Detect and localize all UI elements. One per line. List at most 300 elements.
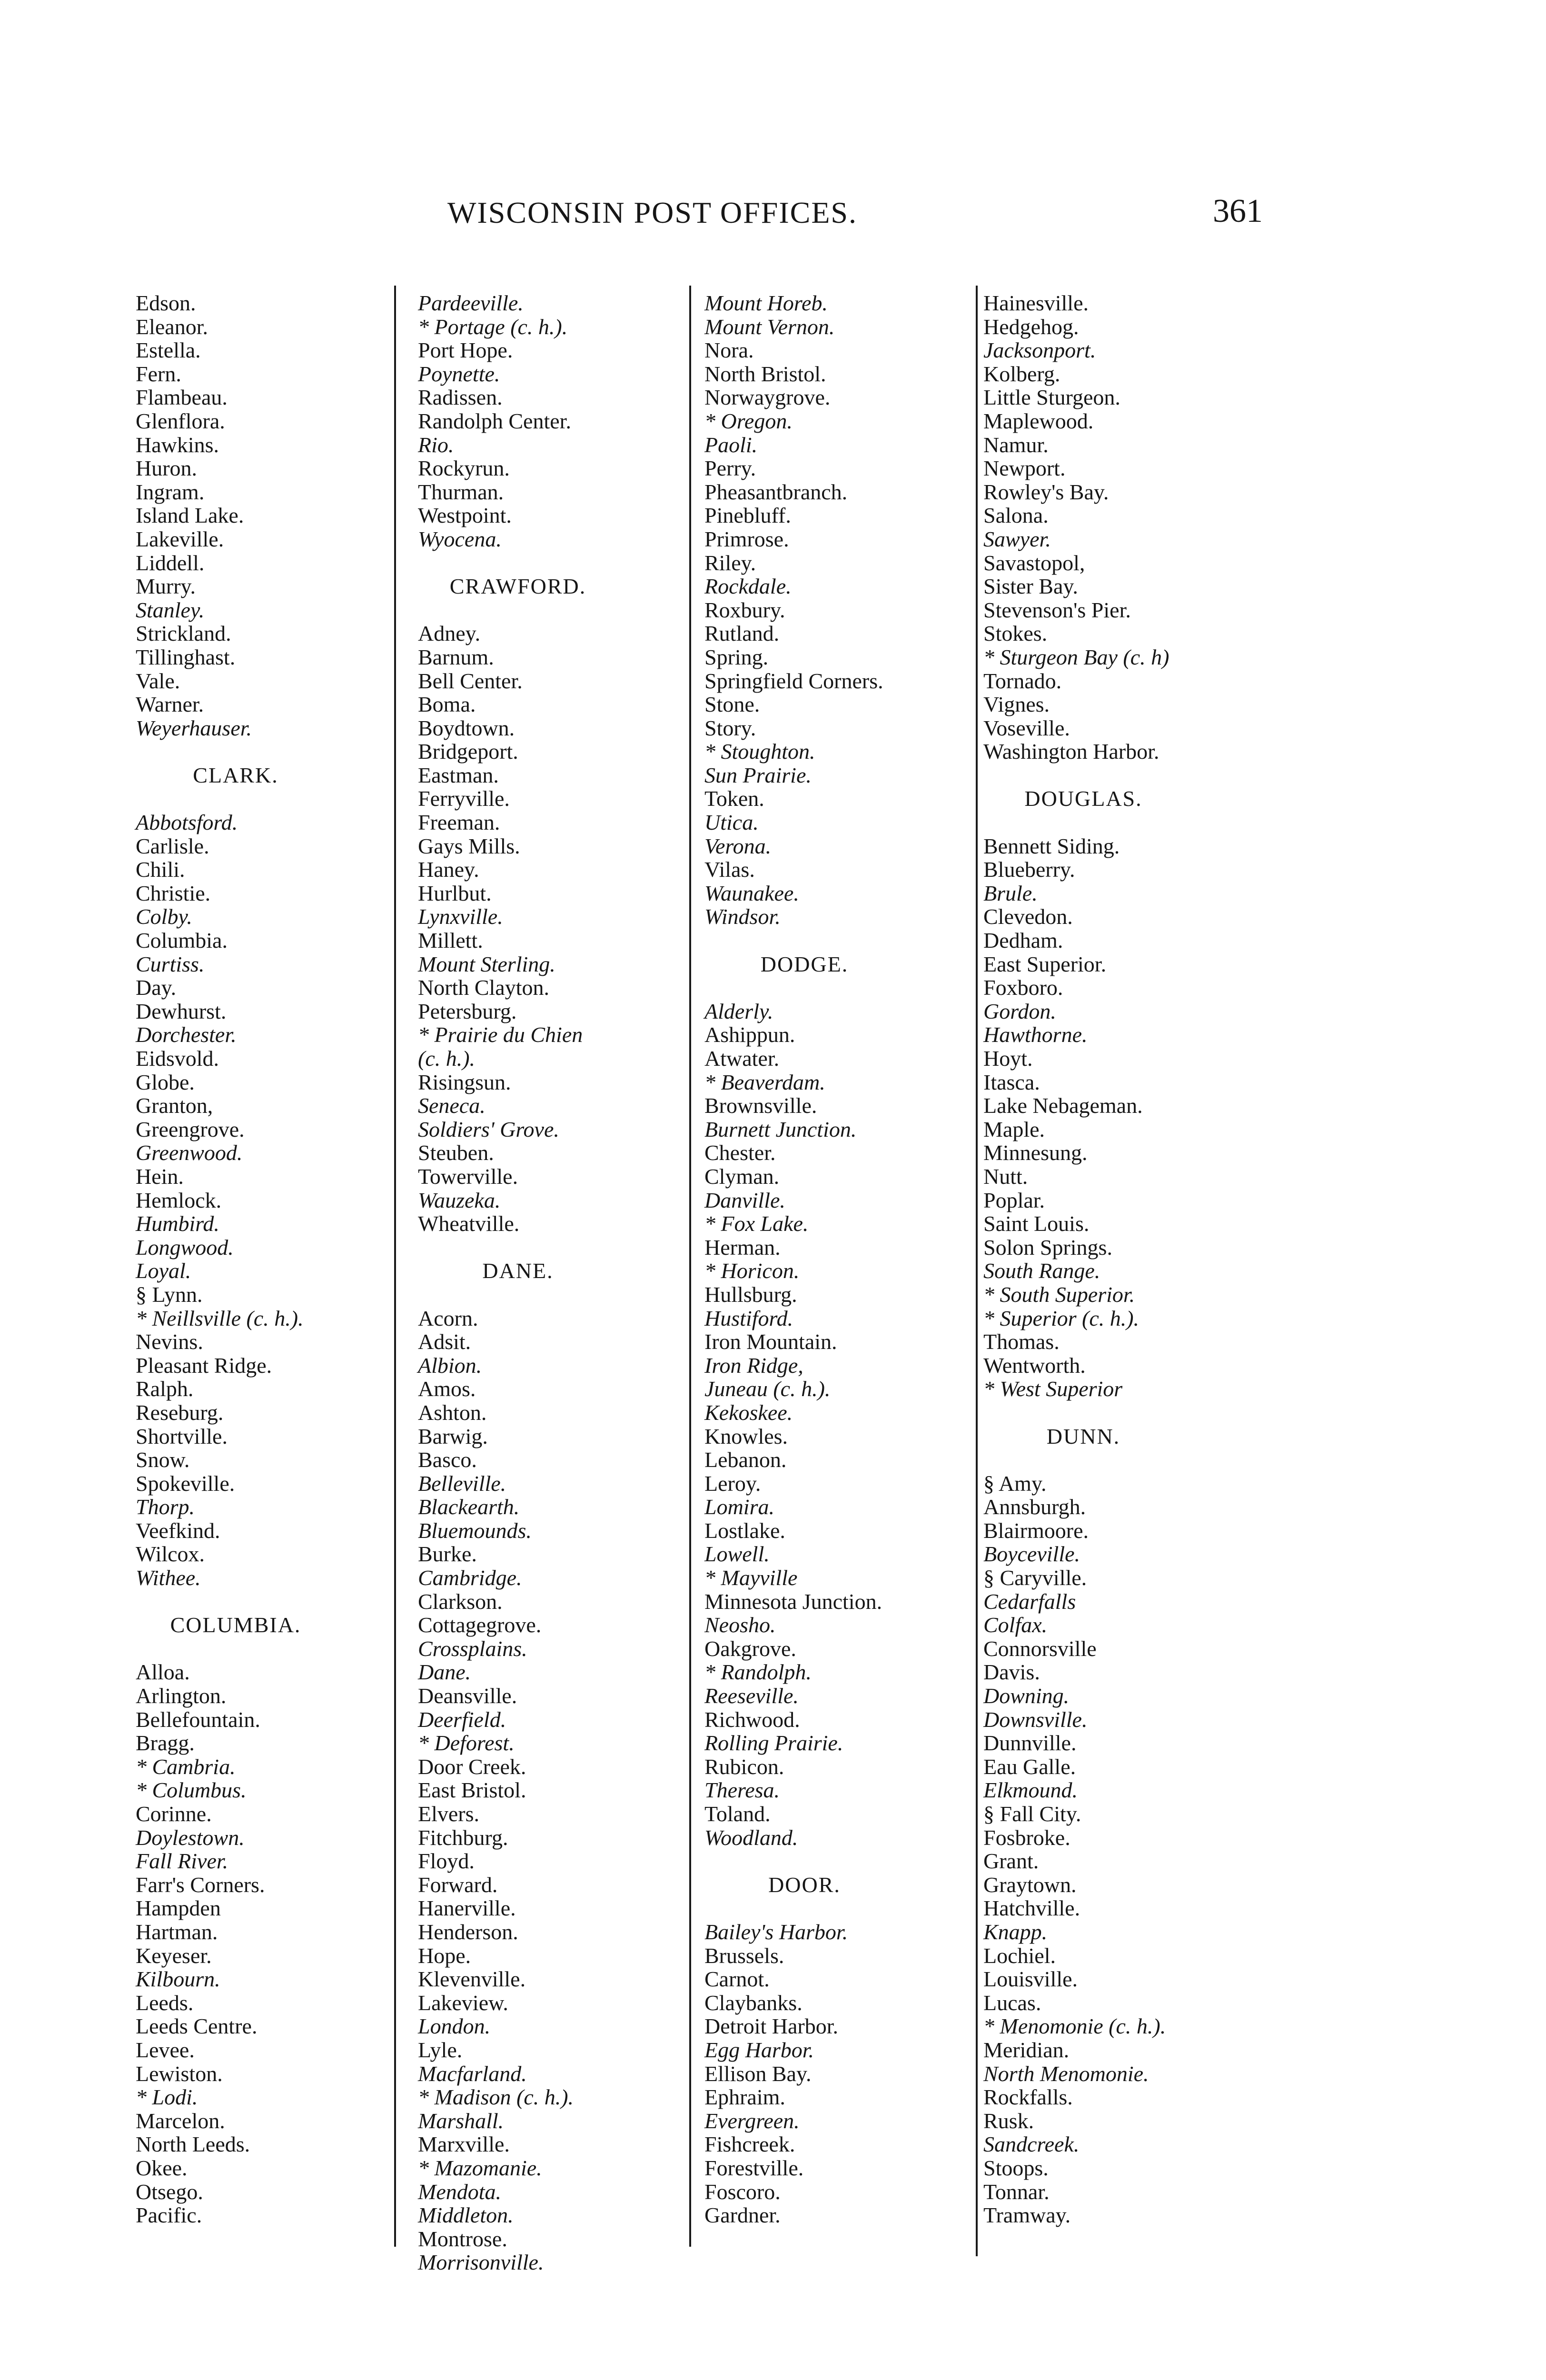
section-gap bbox=[704, 1849, 971, 1873]
post-office-entry: Basco. bbox=[418, 1448, 477, 1472]
post-office-entry: Iron Ridge, bbox=[704, 1353, 803, 1378]
post-office-entry: Snow. bbox=[136, 1448, 190, 1472]
post-office-entry: London. bbox=[418, 2014, 491, 2039]
post-office-entry: * Oregon. bbox=[704, 408, 793, 433]
post-office-entry: Danville. bbox=[704, 1188, 785, 1212]
post-office-entry: Washington Harbor. bbox=[983, 739, 1160, 764]
post-office-entry: Marshall. bbox=[418, 2108, 504, 2133]
post-office-entry: Fern. bbox=[136, 361, 181, 386]
county-heading: CRAWFORD. bbox=[449, 574, 586, 599]
post-office-entry: Randolph Center. bbox=[418, 408, 571, 433]
post-office-entry: Bridgeport. bbox=[418, 739, 518, 764]
post-office-entry: Egg Harbor. bbox=[704, 2037, 814, 2062]
post-office-entry: Riley. bbox=[704, 550, 756, 575]
post-office-entry: Hullsburg. bbox=[704, 1282, 797, 1307]
section-gap bbox=[983, 811, 1269, 834]
post-office-entry: Hanerville. bbox=[418, 1896, 516, 1921]
post-office-entry: Humbird. bbox=[136, 1211, 219, 1236]
section-gap bbox=[983, 1401, 1269, 1425]
post-office-entry: Keyeser. bbox=[136, 1943, 212, 1968]
post-office-entry: Hoyt. bbox=[983, 1046, 1033, 1071]
post-office-entry: Dewhurst. bbox=[136, 999, 227, 1023]
post-office-entry: Christie. bbox=[136, 881, 211, 905]
post-office-entry: § Fall City. bbox=[983, 1802, 1081, 1826]
post-office-entry: Fosbroke. bbox=[983, 1825, 1070, 1850]
post-office-entry: Corinne. bbox=[136, 1802, 212, 1826]
post-office-entry: Forestville. bbox=[704, 2155, 804, 2180]
post-office-entry: Lyle. bbox=[418, 2037, 463, 2062]
post-office-entry: Vilas. bbox=[704, 857, 755, 882]
post-office-entry: Bennett Siding. bbox=[983, 833, 1120, 858]
post-office-entry: Hedgehog. bbox=[983, 314, 1079, 339]
post-office-entry: Verona. bbox=[704, 833, 772, 858]
post-office-entry: Westpoint. bbox=[418, 503, 512, 528]
post-office-entry: South Range. bbox=[983, 1259, 1100, 1283]
post-office-entry: Wyocena. bbox=[418, 526, 502, 551]
post-office-entry: East Bristol. bbox=[418, 1778, 526, 1803]
post-office-entry: Sandcreek. bbox=[983, 2132, 1080, 2157]
post-office-entry: Towerville. bbox=[418, 1164, 518, 1189]
post-office-entry: * Stoughton. bbox=[704, 739, 815, 764]
post-office-entry: Kolberg. bbox=[983, 361, 1060, 386]
post-office-entry: Lochiel. bbox=[983, 1943, 1056, 1968]
post-office-entry: Fall River. bbox=[136, 1849, 228, 1874]
post-office-entry: Levee. bbox=[136, 2037, 195, 2062]
post-office-entry: Atwater. bbox=[704, 1046, 780, 1071]
post-office-entry: Hemlock. bbox=[136, 1188, 222, 1212]
post-office-entry: Itasca. bbox=[983, 1070, 1040, 1094]
column-3 bbox=[704, 291, 971, 2227]
post-office-entry: Stone. bbox=[704, 692, 760, 717]
post-office-entry: Blairmoore. bbox=[983, 1518, 1089, 1543]
post-office-entry: Carnot. bbox=[704, 1967, 770, 1992]
post-office-entry: Montrose. bbox=[418, 2226, 507, 2251]
post-office-entry: Sawyer. bbox=[983, 526, 1051, 551]
post-office-entry: Crossplains. bbox=[418, 1636, 527, 1661]
post-office-entry: Farr's Corners. bbox=[136, 1872, 265, 1897]
post-office-entry: Lakeville. bbox=[136, 526, 224, 551]
post-office-entry: Lake Nebageman. bbox=[983, 1093, 1143, 1118]
post-office-entry: Pleasant Ridge. bbox=[136, 1353, 272, 1378]
post-office-entry: * Mayville bbox=[704, 1566, 798, 1590]
post-office-entry: Grant. bbox=[983, 1849, 1039, 1874]
post-office-entry: Newport. bbox=[983, 456, 1066, 481]
post-office-entry: Eau Galle. bbox=[983, 1754, 1076, 1779]
post-office-entry: Deerfield. bbox=[418, 1707, 506, 1732]
post-office-entry: Hope. bbox=[418, 1943, 471, 1968]
post-office-entry: Voseville. bbox=[983, 715, 1070, 740]
post-office-entry: Windsor. bbox=[704, 904, 781, 929]
post-office-entry: * Horicon. bbox=[704, 1259, 800, 1283]
post-office-entry: Forward. bbox=[418, 1872, 498, 1897]
post-office-entry: Pheasantbranch. bbox=[704, 479, 848, 504]
post-office-entry: Wheatville. bbox=[418, 1211, 520, 1236]
post-office-entry: Dunnville. bbox=[983, 1731, 1077, 1755]
post-office-entry: Barnum. bbox=[418, 645, 494, 669]
post-office-entry: Detroit Harbor. bbox=[704, 2014, 839, 2039]
post-office-entry: Petersburg. bbox=[418, 999, 517, 1023]
post-office-entry: Brownsville. bbox=[704, 1093, 817, 1118]
post-office-entry: * Deforest. bbox=[418, 1731, 515, 1755]
section-gap bbox=[418, 598, 684, 622]
post-office-entry: Louisville. bbox=[983, 1967, 1078, 1992]
post-office-entry: Leeds. bbox=[136, 1990, 194, 2015]
post-office-entry: Burke. bbox=[418, 1542, 477, 1567]
post-office-entry: Belleville. bbox=[418, 1471, 506, 1496]
post-office-entry: Spokeville. bbox=[136, 1471, 235, 1496]
post-office-entry: Morrisonville. bbox=[418, 2250, 544, 2275]
post-office-entry: Nutt. bbox=[983, 1164, 1028, 1189]
post-office-entry: Rubicon. bbox=[704, 1754, 784, 1779]
post-office-entry: * West Superior bbox=[983, 1377, 1123, 1401]
section-gap bbox=[704, 1896, 971, 1920]
section-gap bbox=[136, 1637, 402, 1661]
post-office-entry: * Mazomanie. bbox=[418, 2155, 542, 2180]
post-office-entry: Lomira. bbox=[704, 1495, 774, 1519]
post-office-entry: Eidsvold. bbox=[136, 1046, 219, 1071]
post-office-entry: Iron Mountain. bbox=[704, 1329, 837, 1354]
post-office-entry: Hatchville. bbox=[983, 1896, 1080, 1921]
county-heading: DUNN. bbox=[1046, 1424, 1120, 1448]
post-office-entry: Abbotsford. bbox=[136, 810, 238, 835]
post-office-entry: Stevenson's Pier. bbox=[983, 597, 1131, 622]
post-office-entry: Albion. bbox=[418, 1353, 482, 1378]
post-office-entry: Edson. bbox=[136, 291, 196, 315]
post-office-entry: North Menomonie. bbox=[983, 2061, 1149, 2086]
post-office-entry: * Sturgeon Bay (c. h) bbox=[983, 645, 1169, 669]
post-office-entry: * Columbus. bbox=[136, 1778, 247, 1803]
post-office-entry: Juneau (c. h.). bbox=[704, 1377, 831, 1401]
post-office-entry: North Leeds. bbox=[136, 2132, 250, 2157]
post-office-entry: Hurlbut. bbox=[418, 881, 492, 905]
post-office-entry: Gordon. bbox=[983, 999, 1056, 1023]
post-office-entry: Greengrove. bbox=[136, 1117, 245, 1141]
post-office-entry: Flambeau. bbox=[136, 385, 228, 410]
post-office-entry: Doylestown. bbox=[136, 1825, 245, 1850]
section-gap bbox=[704, 929, 971, 952]
post-office-entry: Annsburgh. bbox=[983, 1495, 1086, 1519]
post-office-entry: Vale. bbox=[136, 668, 180, 693]
post-office-entry: Nora. bbox=[704, 338, 754, 363]
post-office-entry: Amos. bbox=[418, 1377, 476, 1401]
post-office-entry: Rolling Prairie. bbox=[704, 1731, 843, 1755]
post-office-entry: Dorchester. bbox=[136, 1022, 237, 1047]
post-office-entry: Loyal. bbox=[136, 1259, 191, 1283]
post-office-entry: § Amy. bbox=[983, 1471, 1047, 1496]
post-office-entry: North Clayton. bbox=[418, 975, 549, 1000]
post-office-entry: Cottagegrove. bbox=[418, 1613, 542, 1637]
post-office-entry: Poynette. bbox=[418, 361, 500, 386]
post-office-entry: Lynxville. bbox=[418, 904, 503, 929]
column-4 bbox=[983, 291, 1269, 2227]
post-office-entry: Veefkind. bbox=[136, 1518, 220, 1543]
post-office-entry: North Bristol. bbox=[704, 361, 826, 386]
post-office-entry: Boydtown. bbox=[418, 715, 515, 740]
post-office-entry: Estella. bbox=[136, 338, 201, 363]
post-office-entry: Colfax. bbox=[983, 1613, 1048, 1637]
post-office-entry: Gardner. bbox=[704, 2203, 781, 2228]
post-office-entry: Springfield Corners. bbox=[704, 668, 883, 693]
post-office-entry: Bluemounds. bbox=[418, 1518, 532, 1543]
post-office-entry: Jacksonport. bbox=[983, 338, 1096, 363]
post-office-entry: * Cambria. bbox=[136, 1754, 236, 1779]
post-office-entry: Thurman. bbox=[418, 479, 504, 504]
post-office-entry: Evergreen. bbox=[704, 2108, 800, 2133]
post-office-entry: Radissen. bbox=[418, 385, 503, 410]
post-office-entry: Freeman. bbox=[418, 810, 500, 835]
post-office-entry: Tillinghast. bbox=[136, 645, 236, 669]
post-office-entry: Saint Louis. bbox=[983, 1211, 1090, 1236]
post-office-entry: Boyceville. bbox=[983, 1542, 1080, 1567]
county-heading: DODGE. bbox=[760, 952, 849, 976]
post-office-entry: Kekoskee. bbox=[704, 1400, 793, 1425]
post-office-entry: Wauzeka. bbox=[418, 1188, 501, 1212]
post-office-entry: * Madison (c. h.). bbox=[418, 2085, 574, 2110]
section-gap bbox=[136, 787, 402, 811]
post-office-entry: Dedham. bbox=[983, 928, 1063, 953]
post-office-entry: § Caryville. bbox=[983, 1566, 1087, 1590]
section-gap bbox=[136, 740, 402, 764]
post-office-entry: Woodland. bbox=[704, 1825, 798, 1850]
section-gap bbox=[983, 1448, 1269, 1472]
post-office-entry: Hainesville. bbox=[983, 291, 1089, 315]
post-office-entry: Elvers. bbox=[418, 1802, 480, 1826]
post-office-entry: Savastopol, bbox=[983, 550, 1085, 575]
post-office-entry: Rutland. bbox=[704, 621, 780, 646]
post-office-entry: Hartman. bbox=[136, 1919, 218, 1944]
page-title: WISCONSIN POST OFFICES. bbox=[447, 196, 857, 229]
post-office-entry: * Lodi. bbox=[136, 2085, 198, 2110]
post-office-entry: Tornado. bbox=[983, 668, 1062, 693]
post-office-entry: Macfarland. bbox=[418, 2061, 527, 2086]
post-office-entry: Otsego. bbox=[136, 2179, 203, 2204]
county-heading: DANE. bbox=[482, 1259, 554, 1283]
post-office-entry: Davis. bbox=[983, 1660, 1040, 1685]
post-office-entry: Hustiford. bbox=[704, 1306, 793, 1330]
post-office-entry: Columbia. bbox=[136, 928, 228, 953]
post-office-entry: Withee. bbox=[136, 1566, 201, 1590]
post-office-entry: Boma. bbox=[418, 692, 476, 717]
post-office-entry: Vignes. bbox=[983, 692, 1050, 717]
post-office-entry: * Randolph. bbox=[704, 1660, 812, 1685]
post-office-entry: Wilcox. bbox=[136, 1542, 205, 1567]
post-office-entry: Eastman. bbox=[418, 763, 499, 787]
post-office-entry: Middleton. bbox=[418, 2203, 514, 2228]
post-office-entry: Richwood. bbox=[704, 1707, 800, 1732]
post-office-entry: Story. bbox=[704, 715, 756, 740]
post-office-entry: Greenwood. bbox=[136, 1140, 243, 1165]
page-number: 361 bbox=[1213, 193, 1263, 229]
post-office-entry: Kilbourn. bbox=[136, 1967, 220, 1992]
post-office-entry: Token. bbox=[704, 786, 764, 811]
post-office-entry: Brule. bbox=[983, 881, 1038, 905]
post-office-entry: Shortville. bbox=[136, 1424, 228, 1448]
post-office-entry: Leroy. bbox=[704, 1471, 761, 1496]
post-office-entry: Glenflora. bbox=[136, 408, 225, 433]
section-gap bbox=[136, 1590, 402, 1614]
post-office-entry: * Beaverdam. bbox=[704, 1070, 825, 1094]
post-office-entry: Herman. bbox=[704, 1235, 781, 1259]
post-office-entry: Port Hope. bbox=[418, 338, 513, 363]
post-office-entry: Bell Center. bbox=[418, 668, 523, 693]
post-office-entry: * Superior (c. h.). bbox=[983, 1306, 1140, 1330]
post-office-entry: * South Superior. bbox=[983, 1282, 1135, 1307]
county-heading: CLARK. bbox=[193, 763, 278, 787]
post-office-entry: Claybanks. bbox=[704, 1990, 803, 2015]
post-office-entry: Reseburg. bbox=[136, 1400, 224, 1425]
post-office-entry: Stoops. bbox=[983, 2155, 1049, 2180]
post-office-entry: Chili. bbox=[136, 857, 185, 882]
post-office-entry: Hein. bbox=[136, 1164, 184, 1189]
post-office-entry: Ingram. bbox=[136, 479, 205, 504]
post-office-entry: East Superior. bbox=[983, 952, 1107, 976]
post-office-entry: Bragg. bbox=[136, 1731, 195, 1755]
post-office-entry: Lowell. bbox=[704, 1542, 770, 1567]
post-office-entry: Thomas. bbox=[983, 1329, 1060, 1354]
post-office-entry: Dane. bbox=[418, 1660, 471, 1685]
post-office-entry: Elkmound. bbox=[983, 1778, 1078, 1803]
post-office-entry: Weyerhauser. bbox=[136, 715, 252, 740]
column-1 bbox=[136, 291, 402, 2227]
post-office-entry: Meridian. bbox=[983, 2037, 1070, 2062]
post-office-entry: Risingsun. bbox=[418, 1070, 511, 1094]
post-office-entry: Mendota. bbox=[418, 2179, 502, 2204]
post-office-entry: Rio. bbox=[418, 432, 454, 457]
post-office-entry: Foscoro. bbox=[704, 2179, 781, 2204]
post-office-entry: Primrose. bbox=[704, 526, 789, 551]
post-office-entry: * Fox Lake. bbox=[704, 1211, 809, 1236]
section-gap bbox=[704, 976, 971, 1000]
post-office-entry: Okee. bbox=[136, 2155, 188, 2180]
post-office-entry: Hampden bbox=[136, 1896, 221, 1921]
post-office-entry: Mount Vernon. bbox=[704, 314, 835, 339]
post-office-entry: Utica. bbox=[704, 810, 759, 835]
post-office-entry: Sun Prairie. bbox=[704, 763, 812, 787]
post-office-entry: Acorn. bbox=[418, 1306, 478, 1330]
post-office-entry: Downing. bbox=[983, 1684, 1070, 1708]
post-office-entry: Mount Sterling. bbox=[418, 952, 555, 976]
post-office-entry: Clarkson. bbox=[418, 1589, 503, 1614]
section-gap bbox=[418, 1236, 684, 1259]
post-office-entry: * Portage (c. h.). bbox=[418, 314, 568, 339]
post-office-entry: Floyd. bbox=[418, 1849, 475, 1874]
post-office-entry: Adney. bbox=[418, 621, 481, 646]
post-office-entry: Lostlake. bbox=[704, 1518, 785, 1543]
post-office-entry: Graytown. bbox=[983, 1872, 1077, 1897]
post-office-entry: Strickland. bbox=[136, 621, 231, 646]
post-office-entry: Ellison Bay. bbox=[704, 2061, 812, 2086]
post-office-entry: Bellefountain. bbox=[136, 1707, 260, 1732]
post-office-entry: Ralph. bbox=[136, 1377, 194, 1401]
post-office-entry: Pardeeville. bbox=[418, 291, 524, 315]
post-office-entry: * Menomonie (c. h.). bbox=[983, 2014, 1166, 2039]
column-divider bbox=[976, 286, 978, 2256]
post-office-entry: Rockyrun. bbox=[418, 456, 510, 481]
post-office-entry: Stokes. bbox=[983, 621, 1048, 646]
post-office-entry: Marxville. bbox=[418, 2132, 510, 2157]
post-office-entry: Knapp. bbox=[983, 1919, 1048, 1944]
post-office-entry: Alderly. bbox=[704, 999, 773, 1023]
post-office-entry: Neosho. bbox=[704, 1613, 776, 1637]
post-office-entry: Pinebluff. bbox=[704, 503, 791, 528]
post-office-entry: Maple. bbox=[983, 1117, 1045, 1141]
post-office-entry: Minnesota Junction. bbox=[704, 1589, 882, 1614]
post-office-entry: Alloa. bbox=[136, 1660, 190, 1685]
post-office-entry: Adsit. bbox=[418, 1329, 471, 1354]
post-office-entry: Bailey's Harbor. bbox=[704, 1919, 848, 1944]
post-office-entry: Chester. bbox=[704, 1140, 776, 1165]
county-heading: COLUMBIA. bbox=[170, 1613, 301, 1637]
post-office-entry: Rusk. bbox=[983, 2108, 1034, 2133]
post-office-entry: Sister Bay. bbox=[983, 574, 1078, 599]
post-office-entry: Brussels. bbox=[704, 1943, 784, 1968]
post-office-entry: Blackearth. bbox=[418, 1495, 520, 1519]
post-office-entry: Tonnar. bbox=[983, 2179, 1050, 2204]
post-office-entry: Fitchburg. bbox=[418, 1825, 508, 1850]
post-office-entry: Pacific. bbox=[136, 2203, 202, 2228]
post-office-entry: Gays Mills. bbox=[418, 833, 520, 858]
post-office-entry: Day. bbox=[136, 975, 177, 1000]
column-2 bbox=[418, 291, 684, 2274]
post-office-entry: * Prairie du Chien bbox=[418, 1022, 583, 1047]
post-office-entry: Clevedon. bbox=[983, 904, 1073, 929]
post-office-entry: Carlisle. bbox=[136, 833, 209, 858]
section-gap bbox=[983, 764, 1269, 787]
post-office-entry: Lucas. bbox=[983, 1990, 1041, 2015]
post-office-entry: Rowley's Bay. bbox=[983, 479, 1109, 504]
post-office-entry: Thorp. bbox=[136, 1495, 195, 1519]
post-office-entry: Deansville. bbox=[418, 1684, 517, 1708]
post-office-entry: Rockfalls. bbox=[983, 2085, 1073, 2110]
section-gap bbox=[418, 551, 684, 575]
post-office-entry: Minnesung. bbox=[983, 1140, 1088, 1165]
post-office-entry: Seneca. bbox=[418, 1093, 486, 1118]
post-office-entry: Cambridge. bbox=[418, 1566, 522, 1590]
post-office-entry: Murry. bbox=[136, 574, 196, 599]
post-office-entry: Marcelon. bbox=[136, 2108, 225, 2133]
post-office-entry: Huron. bbox=[136, 456, 198, 481]
post-office-entry: Norwaygrove. bbox=[704, 385, 831, 410]
post-office-entry: Roxbury. bbox=[704, 597, 785, 622]
post-office-entry: Oakgrove. bbox=[704, 1636, 796, 1661]
post-office-entry: Steuben. bbox=[418, 1140, 494, 1165]
post-office-entry: Ferryville. bbox=[418, 786, 510, 811]
post-office-entry: Eleanor. bbox=[136, 314, 208, 339]
post-office-entry: Barwig. bbox=[418, 1424, 488, 1448]
post-office-entry: Downsville. bbox=[983, 1707, 1088, 1732]
post-office-entry: Maplewood. bbox=[983, 408, 1094, 433]
post-office-entry: Blueberry. bbox=[983, 857, 1075, 882]
post-office-entry: Hawthorne. bbox=[983, 1022, 1088, 1047]
post-office-entry: Ashton. bbox=[418, 1400, 487, 1425]
post-office-entry: Island Lake. bbox=[136, 503, 244, 528]
county-heading: DOUGLAS. bbox=[1024, 786, 1142, 811]
post-office-entry: Granton, bbox=[136, 1093, 213, 1118]
post-office-entry: Fishcreek. bbox=[704, 2132, 795, 2157]
post-office-entry: Klevenville. bbox=[418, 1967, 526, 1992]
post-office-entry: Waunakee. bbox=[704, 881, 799, 905]
column-divider bbox=[689, 286, 691, 2247]
post-office-entry: Lakeview. bbox=[418, 1990, 508, 2015]
post-office-entry: Theresa. bbox=[704, 1778, 780, 1803]
post-office-entry: Rockdale. bbox=[704, 574, 792, 599]
post-office-entry: (c. h.). bbox=[418, 1046, 476, 1071]
post-office-entry: Leeds Centre. bbox=[136, 2014, 258, 2039]
post-office-entry: Millett. bbox=[418, 928, 483, 953]
post-office-entry: Ashippun. bbox=[704, 1022, 795, 1047]
post-office-entry: Salona. bbox=[983, 503, 1049, 528]
post-office-entry: Namur. bbox=[983, 432, 1049, 457]
